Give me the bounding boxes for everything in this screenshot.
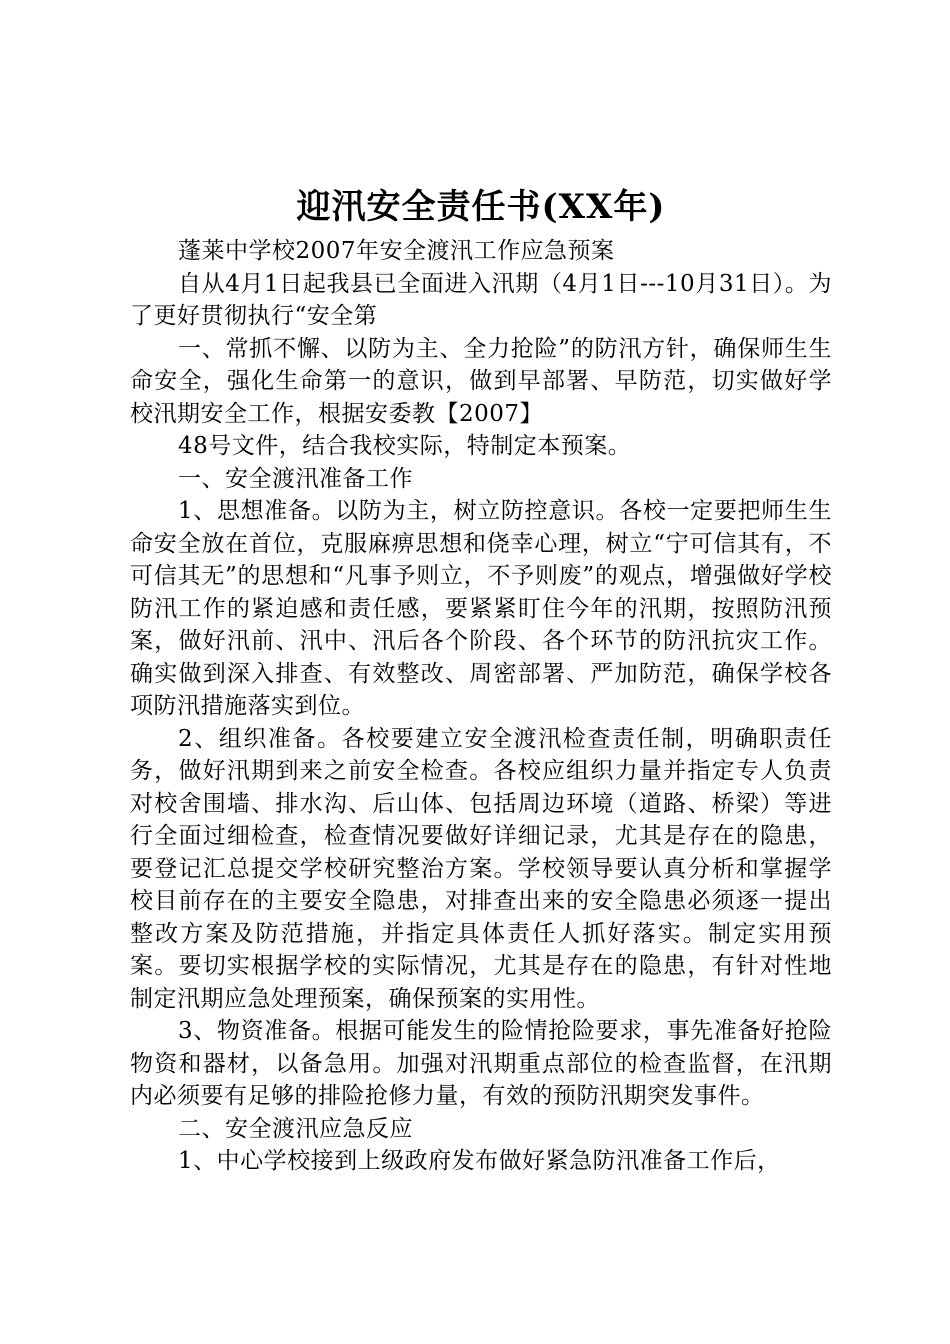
document-title: 迎汛安全责任书(XX年) [296,187,666,227]
paragraph-intro: 自从4月1日起我县已全面进入汛期（4月1日---10月31日）。为了更好贯彻执行“安全第 [130,270,832,329]
paragraph-organization-preparation: 2、组织准备。各校要建立安全渡汛检查责任制，明确职责任务，做好汛期到来之前安全检查。各校应组织力量并指定专人负责对校舍围墙、排水沟、后山体、包括周边环境（道路、桥梁）等进行全面过细检查，检查情况要做好详细记录，尤其是存在的隐患，要登记汇总提交学校研究整治方案。学校领导要认真分析和掌握学校目前存在的主要安全隐患，对排查出来的安全隐患必须逐一提出整改方案及防范措施，并指定具体责任人抓好落实。制定实用预案。要切实根据学校的实际情况，尤其是存在的隐患，有针对性地制定汛期应急处理预案，确保预案的实用性。 [130,725,832,1012]
section-heading-emergency-response: 二、安全渡汛应急反应 [178,1115,413,1142]
paragraph-policy: 一、常抓不懈、以防为主、全力抢险”的防汛方针，确保师生生命安全，强化生命第一的意识，做到早部署、早防范，切实做好学校汛期安全工作，根据安委教【2007】 [130,335,832,427]
paragraph-document-ref: 48号文件，结合我校实际，特制定本预案。 [178,433,632,459]
paragraph-material-preparation: 3、物资准备。根据可能发生的险情抢险要求，事先准备好抢险物资和器材，以备急用。加强对汛期重点部位的检查监督，在汛期内必须要有足够的排险抢修力量，有效的预防汛期突发事件。 [130,1018,832,1109]
paragraph-mental-preparation: 1、思想准备。以防为主，树立防控意识。各校一定要把师生生命安全放在首位，克服麻痹思想和侥幸心理，树立“宁可信其有，不可信其无”的思想和“凡事予则立，不予则废”的观点，增强做好学校防汛工作的紧迫感和责任感，要紧紧盯住今年的汛期，按照防汛预案，做好汛前、汛中、汛后各个阶段、各个环节的防汛抗灾工作。确实做到深入排查、有效整改、周密部署、严加防范，确保学校各项防汛措施落实到位。 [130,498,832,719]
section-heading-preparation: 一、安全渡汛准备工作 [178,465,413,492]
paragraph-response-step-1: 1、中心学校接到上级政府发布做好紧急防汛准备工作后， [178,1148,781,1174]
paragraph-heading-plan: 蓬莱中学校2007年安全渡汛工作应急预案 [178,238,615,264]
document-page [130,185,832,1178]
